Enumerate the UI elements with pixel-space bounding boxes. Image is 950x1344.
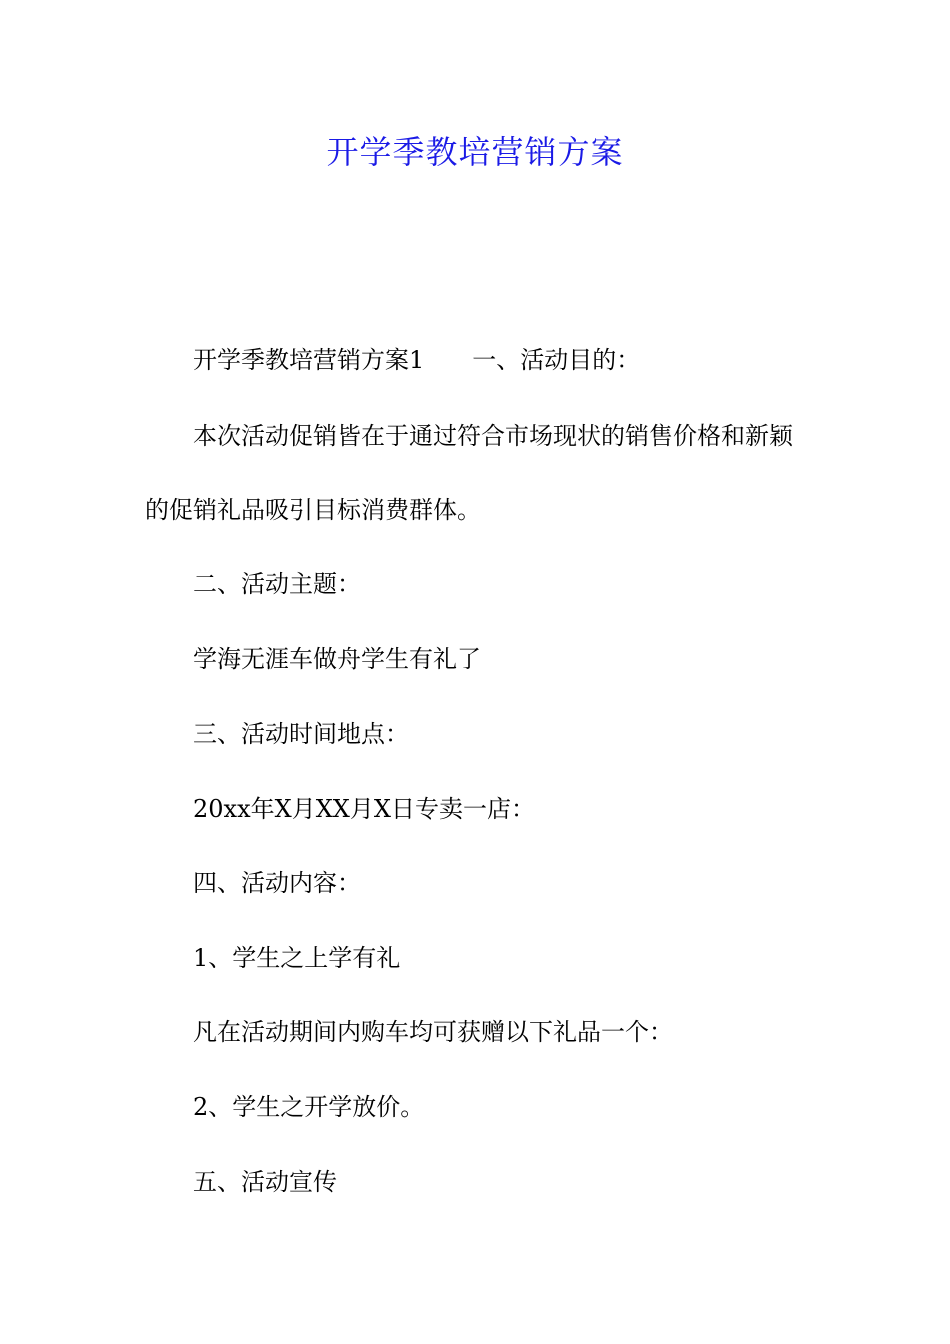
paragraph-line: 凡在活动期间内购车均可获赠以下礼品一个： (193, 1018, 673, 1046)
list-item: 2、学生之开学放价。 (193, 1093, 425, 1121)
section-heading-time-place: 三、活动时间地点： (193, 720, 409, 748)
section-heading-purpose: 一、活动目的： (472, 346, 641, 374)
document-title: 开学季教培营销方案 (326, 133, 624, 171)
list-item: 1、学生之上学有礼 (193, 944, 401, 972)
paragraph-line: 20xx年X月XX月X日专卖一店： (193, 795, 535, 823)
paragraph-line: 本次活动促销皆在于通过符合市场现状的销售价格和新颖 (193, 422, 793, 450)
section-heading-line (193, 344, 640, 376)
section-heading-promotion: 五、活动宣传 (193, 1168, 337, 1196)
section-heading-theme: 二、活动主题： (193, 570, 361, 598)
paragraph-line: 学海无涯车做舟学生有礼了 (193, 645, 481, 673)
section-heading-content: 四、活动内容： (193, 869, 361, 897)
plan-number-label: 开学季教培营销方案1 (193, 346, 425, 374)
paragraph-line: 的促销礼品吸引目标消费群体。 (145, 496, 481, 524)
